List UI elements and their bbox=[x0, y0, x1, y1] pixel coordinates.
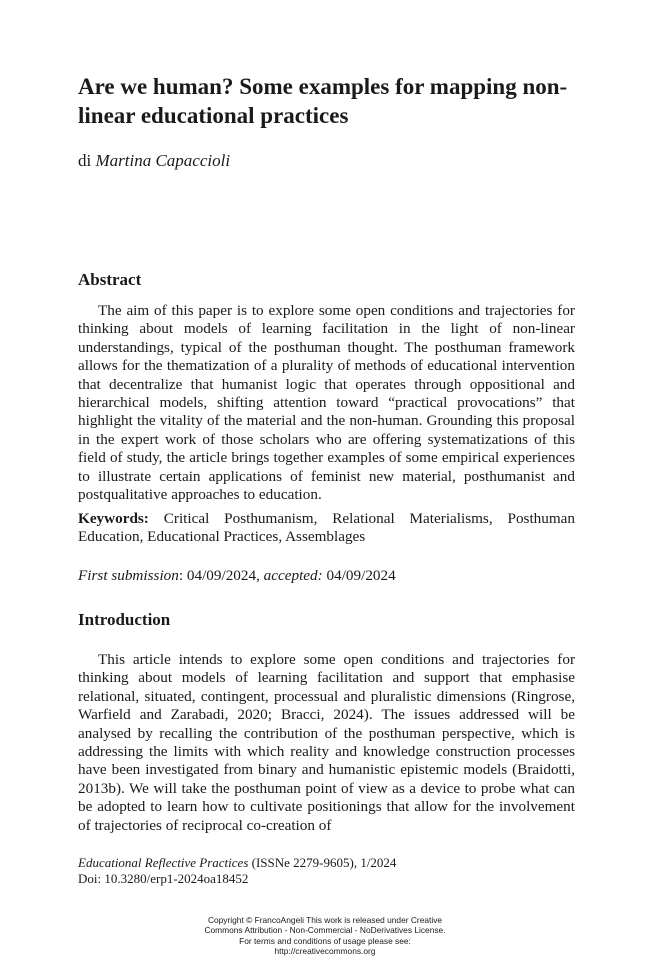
submission-line bbox=[78, 567, 575, 585]
license-line-3: For terms and conditions of usage please see: bbox=[239, 935, 411, 946]
keywords-label: Keywords: bbox=[78, 510, 149, 527]
journal-name: Educational Reflective Practices bbox=[78, 855, 249, 870]
journal-details: (ISSNe 2279-9605), 1/2024 bbox=[248, 855, 397, 870]
abstract-text: The aim of this paper is to explore some open conditions and trajectories for thinking about models of learning facilitation in the light of non-linear understandings, typical of the posthuman thought. The posthuman framework allows for the thematization of a plurality of methods of educational intervention that decentralize that humanist logic that operates through oppositional and hierarchical models, shifting attention toward “practical provocations” that highlight the vitality of the material and the non-human. Grounding this proposal in the expert work of those scholars who are offering systematizations of this field of study, the article brings together examples of some empirical experiences to illustrate certain applications of feminist new material, posthumanist and postqualitative approaches to education. bbox=[78, 302, 575, 504]
keywords-text: Critical Posthumanism, Relational Materialisms, Posthuman Education, Educational Practices, Assemblages bbox=[78, 510, 576, 546]
first-submission-label: First submission bbox=[78, 567, 179, 584]
journal-citation bbox=[78, 855, 575, 871]
author-line bbox=[78, 151, 230, 171]
first-submission-date: : 04/09/2024, bbox=[178, 567, 264, 584]
author-prefix: di bbox=[78, 151, 92, 170]
journal-footer bbox=[78, 855, 575, 887]
abstract-heading: Abstract bbox=[78, 270, 142, 289]
license-line-2: Commons Attribution - Non-Commercial - NoDerivatives License. bbox=[204, 925, 446, 936]
license-line-1: Copyright © FrancoAngeli This work is released under Creative bbox=[207, 915, 443, 925]
license-link[interactable]: http://creativecommons.org bbox=[274, 946, 376, 957]
paper-title: Are we human? Some examples for mapping non-linear educational practices bbox=[78, 74, 568, 128]
keywords bbox=[78, 510, 575, 547]
accepted-date: 04/09/2024 bbox=[322, 567, 396, 584]
license-notice bbox=[0, 915, 650, 957]
introduction-heading: Introduction bbox=[78, 610, 171, 629]
author-name: Martina Capaccioli bbox=[95, 151, 231, 170]
accepted-label: accepted: bbox=[263, 567, 323, 584]
introduction-text: This article intends to explore some open conditions and trajectories for thinking about models of learning facilitation and support that emphasise relational, situated, contingent, processual and pluralistic dimensions (Ringrose, Warfield and Zarabadi, 2020; Bracci, 2024). The issues addressed will be analysed by recalling the contribution of the posthuman perspective, which is addressing the limits with which reality and knowledge construction processes have been investigated from binary and humanistic epistemic models (Braidotti, 2013b). We will take the posthuman point of view as a device to probe what can be adopted to learn how to cultivate positionings that allow for the involvement of trajectories of reciprocal co-creation of bbox=[78, 651, 575, 834]
doi: Doi: 10.3280/erp1-2024oa18452 bbox=[78, 871, 249, 886]
